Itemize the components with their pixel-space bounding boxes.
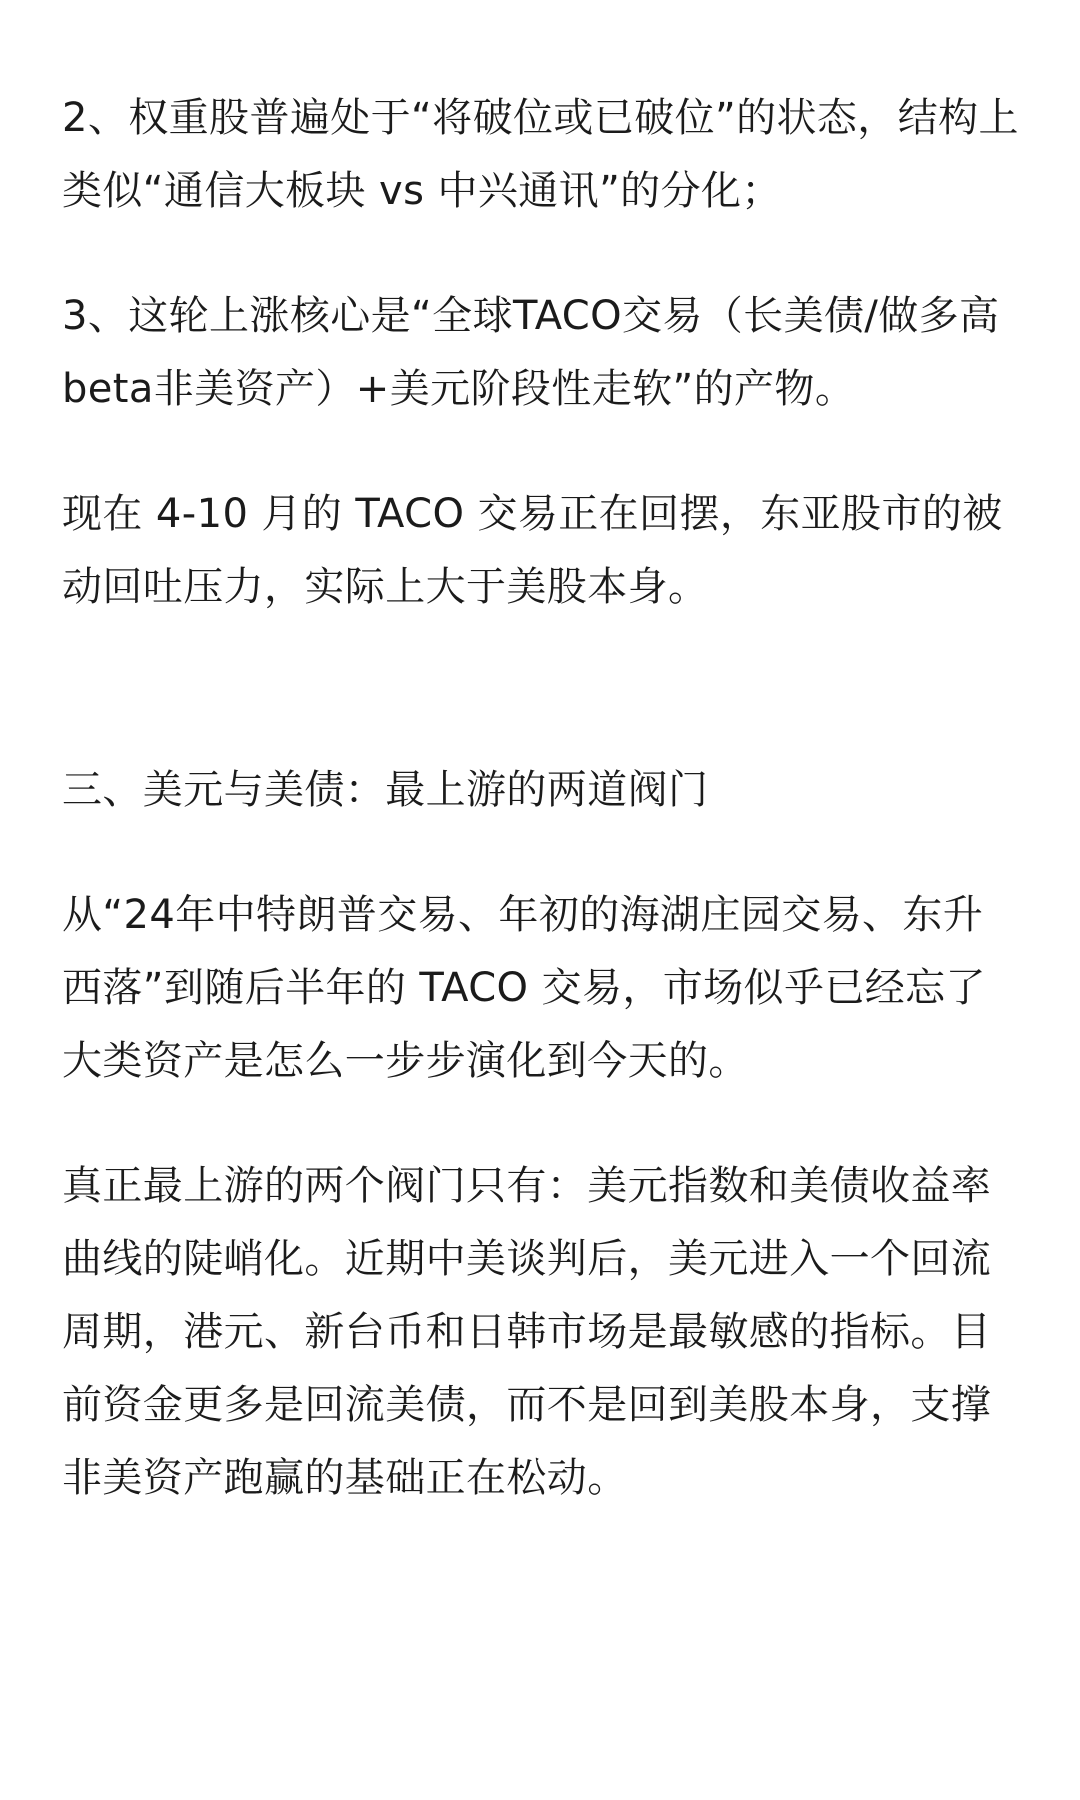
paragraph-point-3: 3、这轮上涨核心是“全球TACO交易（长美债/做多高beta非美资产）+美元阶段性走软”的产物。 — [62, 293, 1000, 412]
paragraph-asset-evolution: 从“24年中特朗普交易、年初的海湖庄园交易、东升西落”到随后半年的 TACO 交易，市场似乎已经忘了大类资产是怎么一步步演化到今天的。 — [62, 892, 986, 1084]
article-body — [62, 82, 1022, 1567]
paragraph-upstream-valves: 真正最上游的两个阀门只有：美元指数和美债收益率曲线的陡峭化。近期中美谈判后，美元进入一个回流周期，港元、新台币和日韩市场是最敏感的指标。目前资金更多是回流美债，而不是回到美股本身，支撑非美资产跑赢的基础正在松动。 — [62, 1163, 992, 1501]
paragraph-taco-pullback: 现在 4-10 月的 TACO 交易正在回摆，东亚股市的被动回吐压力，实际上大于美股本身。 — [62, 491, 1003, 610]
section-heading: 三、美元与美债：最上游的两道阀门 — [62, 767, 709, 813]
paragraph-point-2: 2、权重股普遍处于“将破位或已破位”的状态，结构上类似“通信大板块 vs 中兴通讯”的分化； — [62, 95, 1019, 214]
